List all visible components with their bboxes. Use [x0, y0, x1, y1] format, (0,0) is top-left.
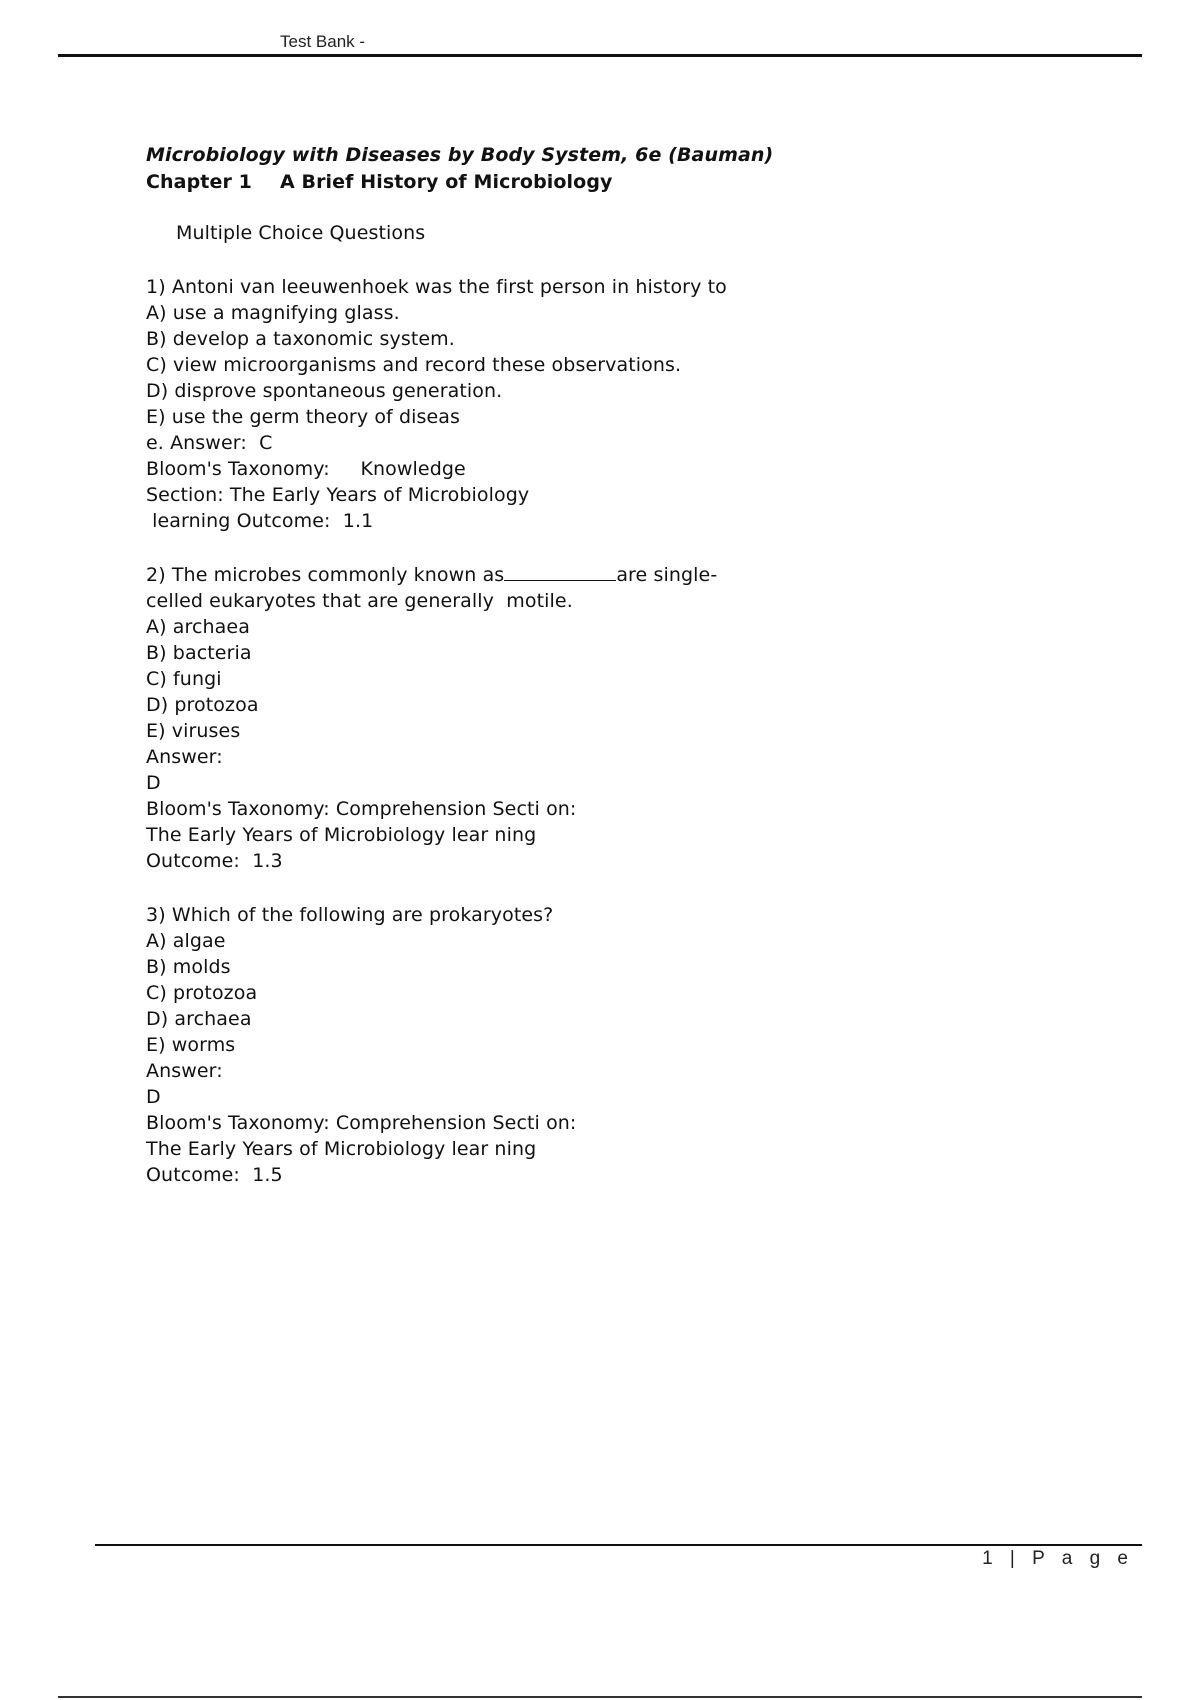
answer-option: D) protozoa: [146, 694, 259, 716]
page-header: Test Bank -: [280, 32, 366, 51]
answer-label: Answer:: [146, 746, 223, 768]
question-stem-continued: celled eukaryotes that are generally motile.: [146, 590, 573, 612]
answer-option: E) worms: [146, 1034, 236, 1056]
chapter-label: Chapter 1: [146, 171, 252, 193]
answer-value: D: [146, 772, 161, 794]
learning-outcome: Outcome: 1.3: [146, 850, 283, 872]
stem-text-before-blank: 2) The microbes commonly known as: [146, 564, 505, 586]
answer-option: A) algae: [146, 930, 226, 952]
answer-label: Answer:: [146, 1060, 223, 1082]
document-body: [146, 142, 774, 1216]
blooms-taxonomy: Bloom's Taxonomy: Knowledge: [146, 458, 466, 480]
section-info: The Early Years of Microbiology lear ning: [146, 1138, 537, 1160]
answer-option: C) view microorganisms and record these observations.: [146, 354, 682, 376]
answer-option: C) fungi: [146, 668, 222, 690]
question-stem: [146, 562, 766, 588]
answer-option: B) develop a taxonomic system.: [146, 328, 455, 350]
answer-option: B) bacteria: [146, 642, 252, 664]
footer-divider: [95, 1544, 1142, 1546]
section-heading: Multiple Choice Questions: [176, 222, 426, 244]
question-1: [146, 274, 766, 534]
answer-value: D: [146, 1086, 161, 1108]
book-title: Microbiology with Diseases by Body System, 6e (Bauman): [146, 144, 774, 166]
bottom-divider: [58, 1696, 1142, 1698]
blooms-taxonomy: Bloom's Taxonomy: Comprehension Secti on:: [146, 798, 577, 820]
answer-option: A) use a magnifying glass.: [146, 302, 400, 324]
section-info: Section: The Early Years of Microbiology: [146, 484, 530, 506]
header-divider: [58, 54, 1142, 57]
chapter-heading: [146, 168, 766, 196]
learning-outcome: learning Outcome: 1.1: [146, 510, 374, 532]
answer-option: A) archaea: [146, 616, 250, 638]
answer-option: E) use the germ theory of diseas: [146, 406, 461, 428]
fill-in-blank: [504, 562, 616, 581]
learning-outcome: Outcome: 1.5: [146, 1164, 283, 1186]
stem-text-after-blank: are single-: [616, 564, 718, 586]
answer-option: C) protozoa: [146, 982, 258, 1004]
question-stem: 1) Antoni van leeuwenhoek was the first person in history to: [146, 276, 727, 298]
answer-option: E) viruses: [146, 720, 241, 742]
answer-option: B) molds: [146, 956, 231, 978]
blooms-taxonomy: Bloom's Taxonomy: Comprehension Secti on:: [146, 1112, 577, 1134]
chapter-name: A Brief History of Microbiology: [279, 171, 613, 193]
answer-line: e. Answer: C: [146, 432, 273, 454]
page-number: 1 | P a g e: [982, 1548, 1134, 1569]
answer-option: D) archaea: [146, 1008, 252, 1030]
section-info: The Early Years of Microbiology lear ning: [146, 824, 537, 846]
question-stem: 3) Which of the following are prokaryotes?: [146, 904, 554, 926]
question-2: [146, 562, 766, 874]
answer-option: D) disprove spontaneous generation.: [146, 380, 503, 402]
question-3: [146, 902, 766, 1188]
